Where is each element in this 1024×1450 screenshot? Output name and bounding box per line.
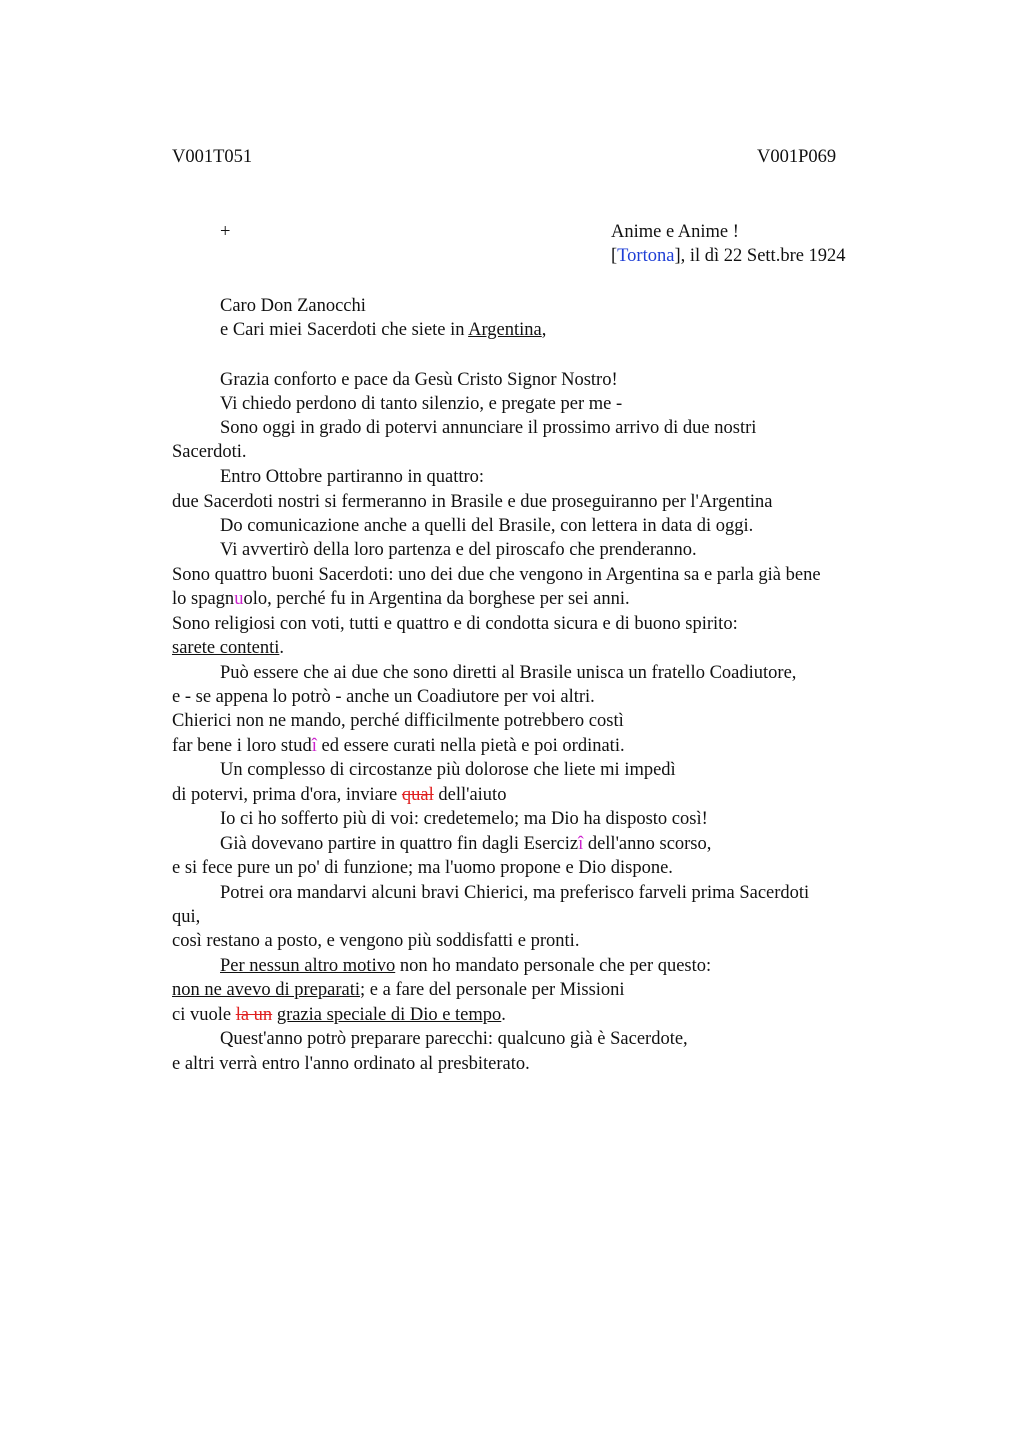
text-segment: non ho mandato personale che per questo: [395,956,712,976]
date-text: ], il dì 22 Sett.bre 1924 [674,246,846,266]
body-line [172,734,625,758]
salutation-text: e Cari miei Sacerdoti che siete in [220,320,469,340]
body-line [172,783,506,807]
text-segment: ci vuole [172,1005,236,1025]
text-segment: far bene i loro stud [172,736,312,756]
body-line: Quest'anno potrò preparare parecchi: qualcuno già è Sacerdote, [220,1029,688,1049]
body-line: Vi chiedo perdono di tanto silenzio, e pregate per me - [220,394,623,414]
body-line [172,636,284,660]
body-line: due Sacerdoti nostri si fermeranno in Brasile e due proseguiranno per l'Argentina [172,492,773,512]
body-line [172,587,630,611]
underlined-phrase: grazia speciale di Dio e tempo [276,1005,502,1025]
deleted-word: qual [401,785,434,805]
cross-mark: + [220,222,231,242]
text-segment: lo spagn [172,589,235,609]
body-line: Entro Ottobre partiranno in quattro: [220,467,485,487]
body-line: Può essere che ai due che sono diretti al Brasile unisca un fratello Coadiutore, [220,663,797,683]
salutation-line-1: Caro Don Zanocchi [220,296,366,316]
body-line: così restano a posto, e vengono più soddisfatti e pronti. [172,931,580,951]
body-line: Sacerdoti. [172,442,247,462]
body-line: e altri verrà entro l'anno ordinato al presbiterato. [172,1054,530,1074]
motto: Anime e Anime ! [611,222,739,242]
place-date [611,246,846,267]
body-line [220,954,711,978]
body-line: Sono religiosi con voti, tutti e quattro e di condotta sicura e di buono spirito: [172,614,738,634]
inserted-letter: î [311,736,317,756]
body-line: Io ci ho sofferto più di voi: credetemelo; ma Dio ha disposto così! [220,809,708,829]
inserted-letter: u [234,589,244,609]
salutation-comma: , [541,320,547,340]
text-segment: . [279,638,284,658]
body-line: Sono oggi in grado di potervi annunciare il prossimo arrivo di due nostri [220,418,757,438]
underlined-phrase: non ne avevo di preparati [172,980,361,1000]
text-segment: olo, perché fu in Argentina da borghese per sei anni. [243,589,630,609]
body-line: Grazia conforto e pace da Gesù Cristo Signor Nostro! [220,370,618,390]
underlined-phrase: Per nessun altro motivo [220,956,396,976]
text-segment: ; e a fare del personale per Missioni [360,980,625,1000]
place-name: Tortona [617,246,675,266]
body-line: Un complesso di circostanze più dolorose che liete mi impedì [220,760,676,780]
body-line: Do comunicazione anche a quelli del Brasile, con lettera in data di oggi. [220,516,754,536]
body-line: Potrei ora mandarvi alcuni bravi Chierici, ma preferisco farveli prima Sacerdoti [220,883,810,903]
document-code-left: V001T051 [172,147,253,167]
text-segment: dell'anno scorso, [583,834,712,854]
body-line: Chierici non ne mando, perché difficilmente potrebbero costì [172,711,624,731]
text-segment: ed essere curati nella pietà e poi ordinati. [316,736,625,756]
body-line: e si fece pure un po' di funzione; ma l'uomo propone e Dio dispone. [172,858,673,878]
body-line: Vi avvertirò della loro partenza e del piroscafo che prenderanno. [220,540,697,560]
text-segment: dell'aiuto [433,785,507,805]
body-line [172,1003,506,1027]
body-line [172,978,625,1002]
body-line: qui, [172,907,201,927]
country-argentina: Argentina [468,320,542,340]
deleted-word: la un [235,1005,273,1025]
body-line: e - se appena lo potrò - anche un Coadiutore per voi altri. [172,687,595,707]
body-line [220,832,711,856]
salutation-line-2 [220,318,546,342]
document-code-right: V001P069 [757,147,837,167]
text-segment: . [501,1005,506,1025]
body-line: Sono quattro buoni Sacerdoti: uno dei due che vengono in Argentina sa e parla già bene [172,565,821,585]
date-bracket: [ [611,246,618,266]
underlined-phrase: sarete contenti [172,638,280,658]
inserted-letter: î [578,834,584,854]
text-segment: Già dovevano partire in quattro fin dagli Eserciz [220,834,579,854]
text-segment: di potervi, prima d'ora, inviare [172,785,402,805]
